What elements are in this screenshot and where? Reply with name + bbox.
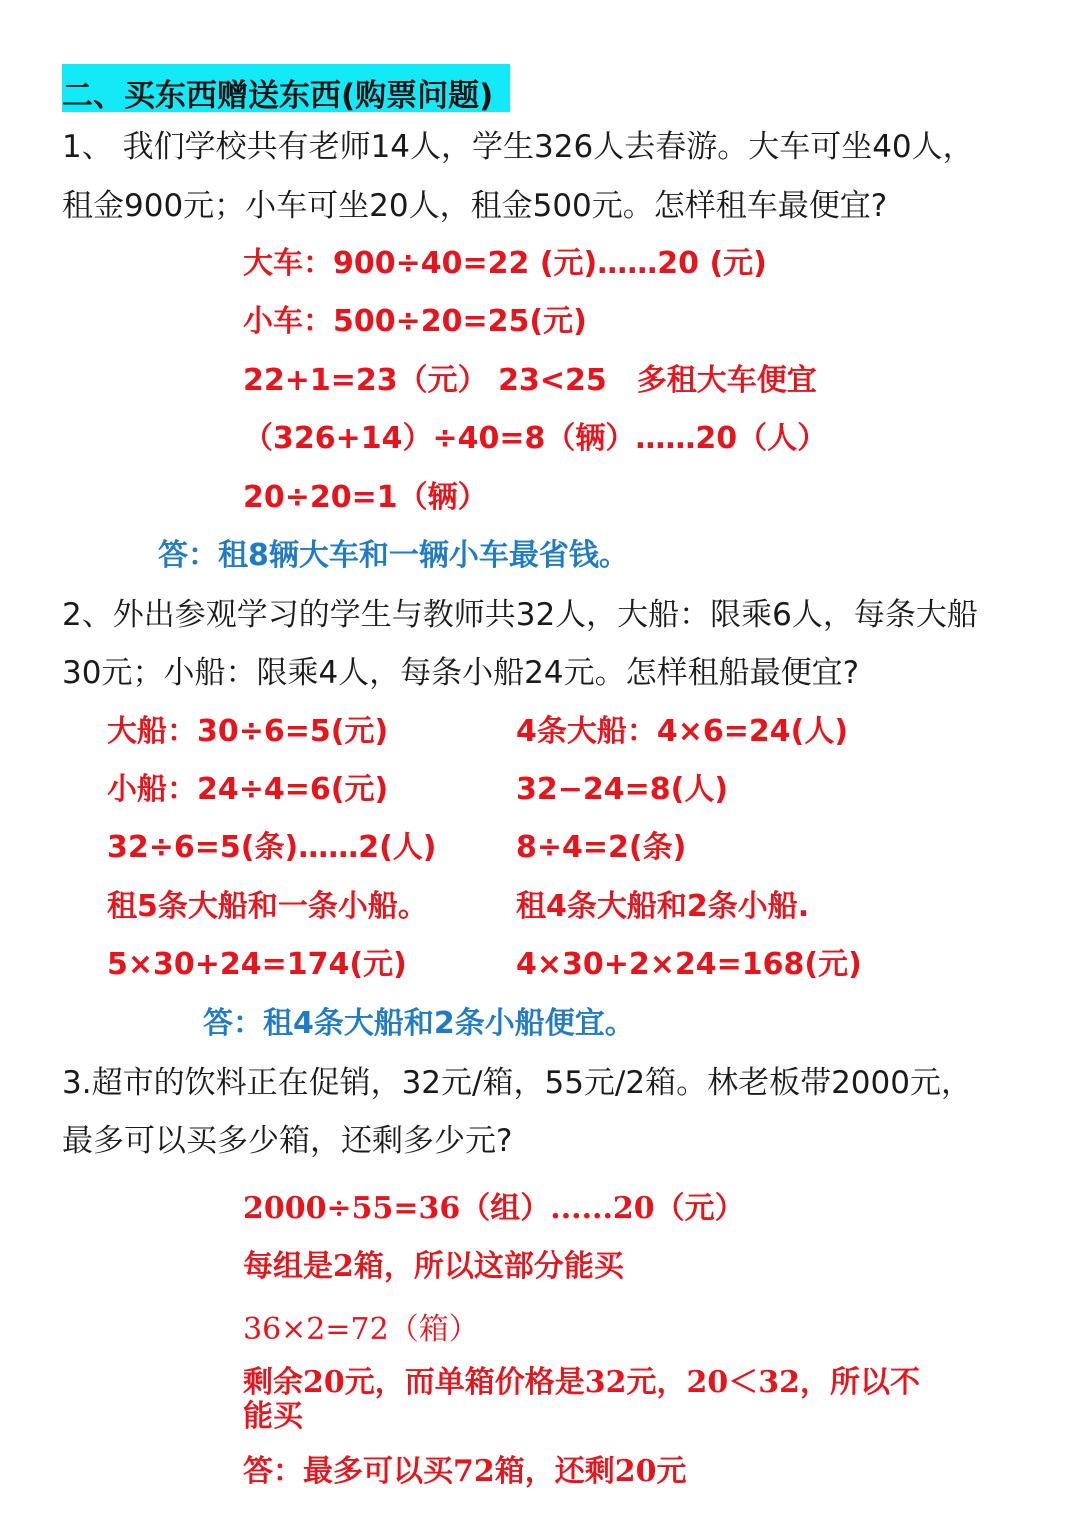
- problem-3-answer: 答：最多可以买72箱，还剩20元: [243, 1454, 687, 1489]
- problem-3-step-2: 每组是2箱，所以这部分能买: [243, 1249, 624, 1284]
- problem-2-left-step-3: 32÷6=5(条)……2(人): [107, 830, 437, 865]
- problem-3-step-1: 2000÷55=36（组）......20（元）: [243, 1191, 745, 1226]
- problem-1-question-line-2: 租金900元；小车可坐20人，租金500元。怎样租车最便宜?: [62, 188, 888, 224]
- problem-1-step-3: 22+1=23（元） 23<25 多租大车便宜: [243, 363, 817, 398]
- section-heading: [62, 64, 510, 112]
- problem-2-answer: 答：租4条大船和2条小船便宜。: [203, 1006, 635, 1041]
- problem-2-right-step-5: 4×30+2×24=168(元): [516, 947, 862, 982]
- problem-2-left-step-4: 租5条大船和一条小船。: [107, 889, 428, 924]
- problem-3-step-3: 36×2=72（箱）: [243, 1312, 479, 1347]
- problem-3-step-4-line-2: 能买: [243, 1399, 303, 1434]
- problem-1-question-line-1: 1、 我们学校共有老师14人，学生326人去春游。大车可坐40人，: [62, 129, 974, 165]
- problem-2-question-line-2: 30元；小船：限乘4人，每条小船24元。怎样租船最便宜?: [62, 655, 860, 691]
- problem-2-question-line-1: 2、外出参观学习的学生与教师共32人，大船：限乘6人，每条大船: [62, 597, 978, 633]
- problem-1-answer: 答：租8辆大车和一辆小车最省钱。: [158, 538, 629, 573]
- problem-2-right-step-2: 32−24=8(人): [516, 772, 729, 807]
- problem-2-right-step-1: 4条大船：4×6=24(人): [516, 714, 849, 749]
- problem-2-left-step-1: 大船：30÷6=5(元): [107, 714, 389, 749]
- problem-2-right-step-3: 8÷4=2(条): [516, 830, 687, 865]
- problem-1-step-1: 大车：900÷40=22 (元)……20 (元): [243, 246, 767, 281]
- problem-3-question-line-2: 最多可以买多少箱，还剩多少元?: [62, 1123, 513, 1159]
- problem-1-step-4: （326+14）÷40=8（辆）……20（人）: [243, 421, 828, 456]
- problem-2-left-step-2: 小船：24÷4=6(元): [107, 772, 389, 807]
- problem-2-left-step-5: 5×30+24=174(元): [107, 947, 407, 982]
- problem-1-step-5: 20÷20=1（辆）: [243, 480, 488, 515]
- problem-3-step-4-line-1: 剩余20元，而单箱价格是32元，20＜32，所以不: [243, 1365, 920, 1400]
- section-heading-text: 二、买东西赠送东西(购票问题): [62, 78, 494, 114]
- problem-2-right-step-4: 租4条大船和2条小船.: [516, 889, 810, 924]
- problem-1-step-2: 小车：500÷20=25(元): [243, 304, 587, 339]
- problem-3-question-line-1: 3.超市的饮料正在促销，32元/箱，55元/2箱。林老板带2000元，: [62, 1065, 972, 1101]
